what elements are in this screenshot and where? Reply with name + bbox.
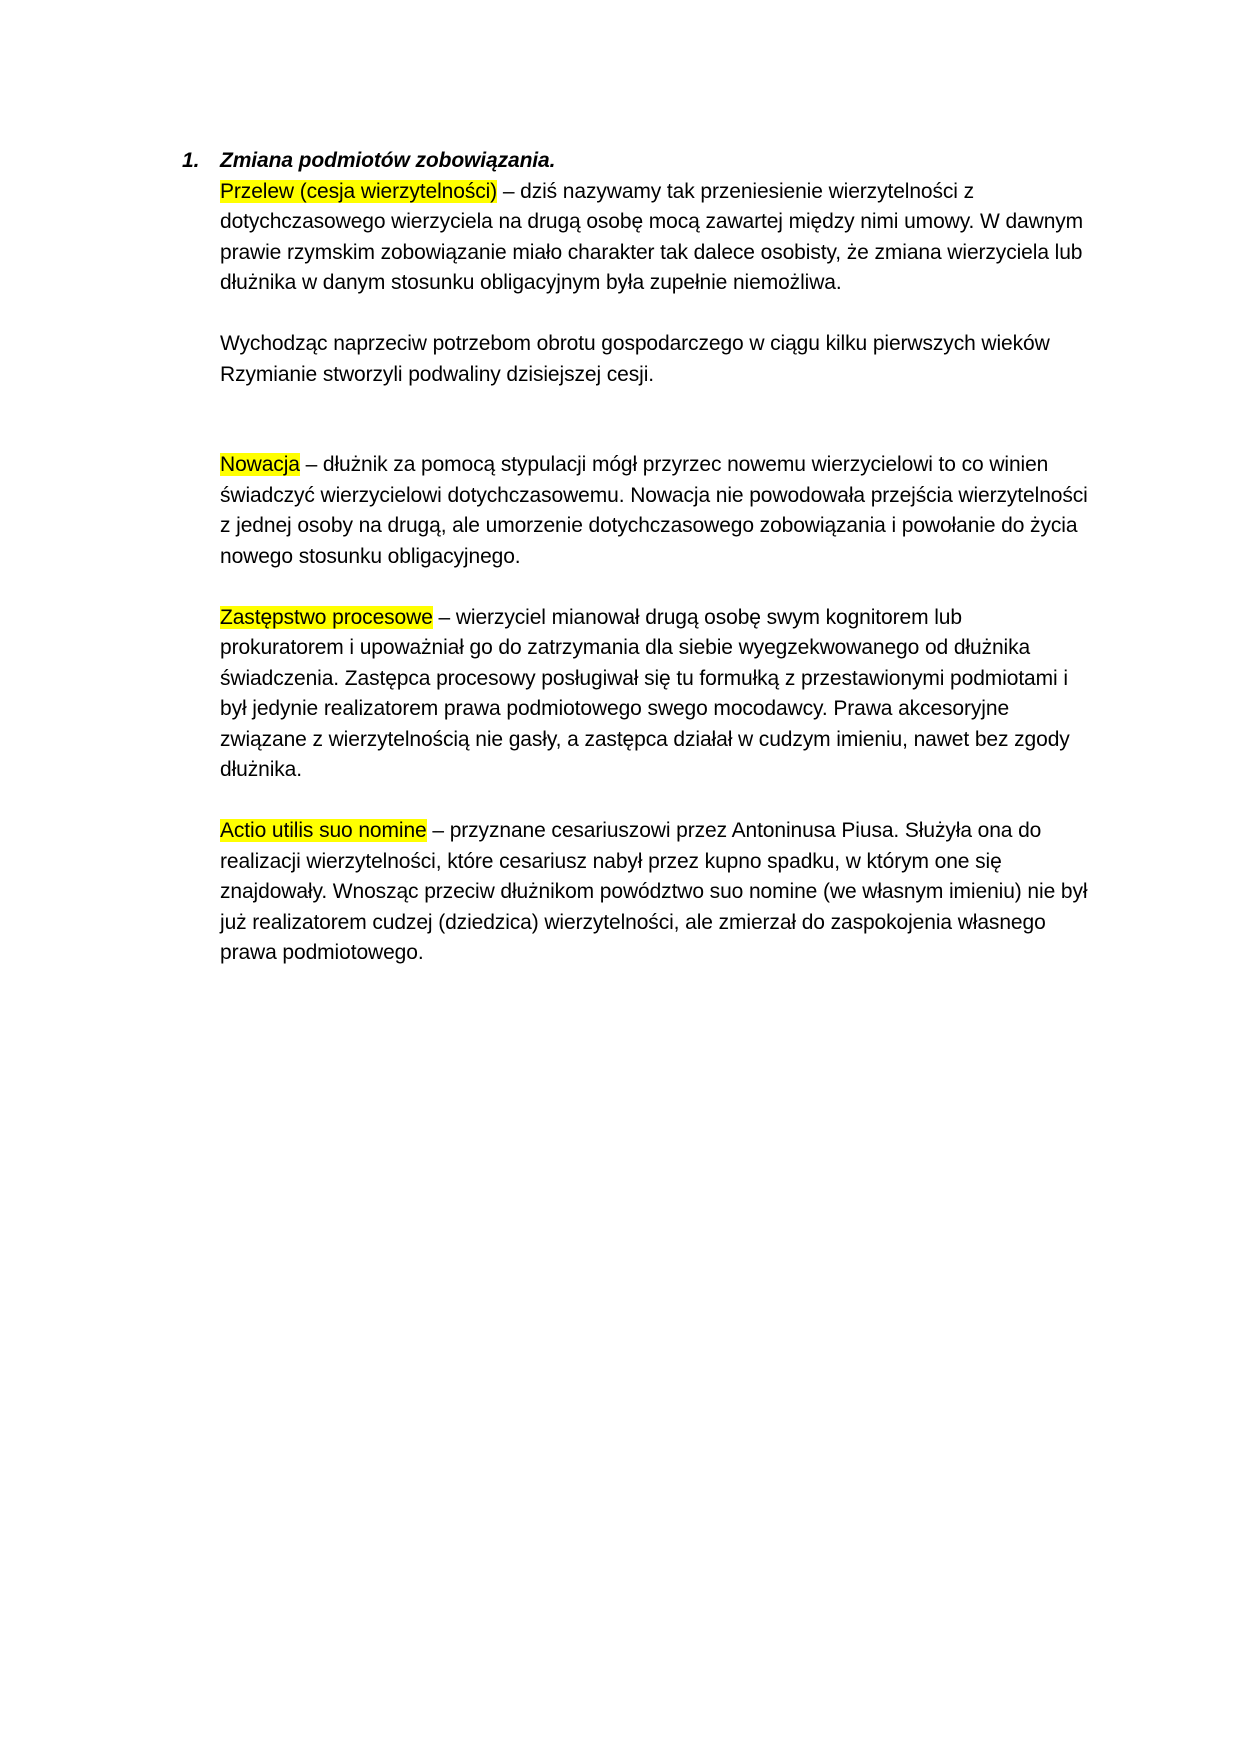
highlighted-term-nowacja: Nowacja [220, 453, 300, 476]
paragraph-przelew [220, 177, 1090, 299]
paragraph-text: – dłużnik za pomocą stypulacji mógł przyrzec nowemu wierzycielowi to co winien świadczyć wierzycielowi dotychczasowemu. Nowacja nie powodowała przejścia wierzytelności z jednej osoby na drugą, ale umorzenie dotychczasowego zobowiązania i powołanie do życia nowego stosunku obligacyjnego. [220, 453, 1088, 568]
section-heading [182, 146, 1090, 177]
paragraph-nowacja [220, 450, 1090, 572]
paragraph-spacer [220, 786, 1090, 817]
paragraph-text: – dziś nazywamy tak przeniesienie wierzytelności z dotychczasowego wierzyciela na drugą osobę mocą zawartej między nimi umowy. W dawnym prawie rzymskim zobowiązanie miało charakter tak dalece osobisty, że zmiana wierzyciela lub dłużnika w danym stosunku obligacyjnym była zupełnie niemożliwa. [220, 179, 1084, 294]
paragraph-spacer [220, 390, 1090, 450]
paragraph-text: – przyznane cesariuszowi przez Antoninusa Piusa. Służyła ona do realizacji wierzytelności, które cesariusz nabył przez kupno spadku, w którym one się znajdowały. Wnosząc przeciw dłużnikom powództwo suo nomine (we własnym imieniu) nie był już realizatorem cudzej (dziedzica) wierzytelności, ale zmierzał do zaspokojenia własnego prawa podmiotowego. [220, 819, 1088, 964]
heading-number: 1. [182, 149, 200, 172]
paragraph-wychodzac: Wychodząc naprzeciw potrzebom obrotu gospodarczego w ciągu kilku pierwszych wieków Rzymianie stworzyli podwaliny dzisiejszej cesji. [220, 332, 1050, 386]
highlighted-term-actio-utilis: Actio utilis suo nomine [220, 819, 427, 842]
highlighted-term-zastepstwo: Zastępstwo procesowe [220, 605, 433, 629]
paragraph-zastepstwo [220, 603, 1090, 786]
heading-title: Zmiana podmiotów zobowiązania. [220, 149, 556, 172]
paragraph-spacer [220, 299, 1090, 330]
paragraph-spacer [220, 572, 1090, 603]
paragraph-actio-utilis [220, 816, 1090, 969]
paragraph-text: – wierzyciel mianował drugą osobę swym kognitorem lub prokuratorem i upoważniał go do zatrzymania dla siebie wyegzekwowanego od dłużnika świadczenia. Zastępca procesowy posługiwał się tu formułką z przestawionymi podmiotami i był jedynie realizatorem prawa podmiotowego swego mocodawcy. Prawa akcesoryjne związane z wierzytelnością nie gasły, a zastępca działał w cudzym imieniu, nawet bez zgody dłużnika. [220, 605, 1070, 781]
document-body [182, 146, 1090, 969]
highlighted-term-przelew: Przelew (cesja wierzytelności) [220, 179, 498, 203]
